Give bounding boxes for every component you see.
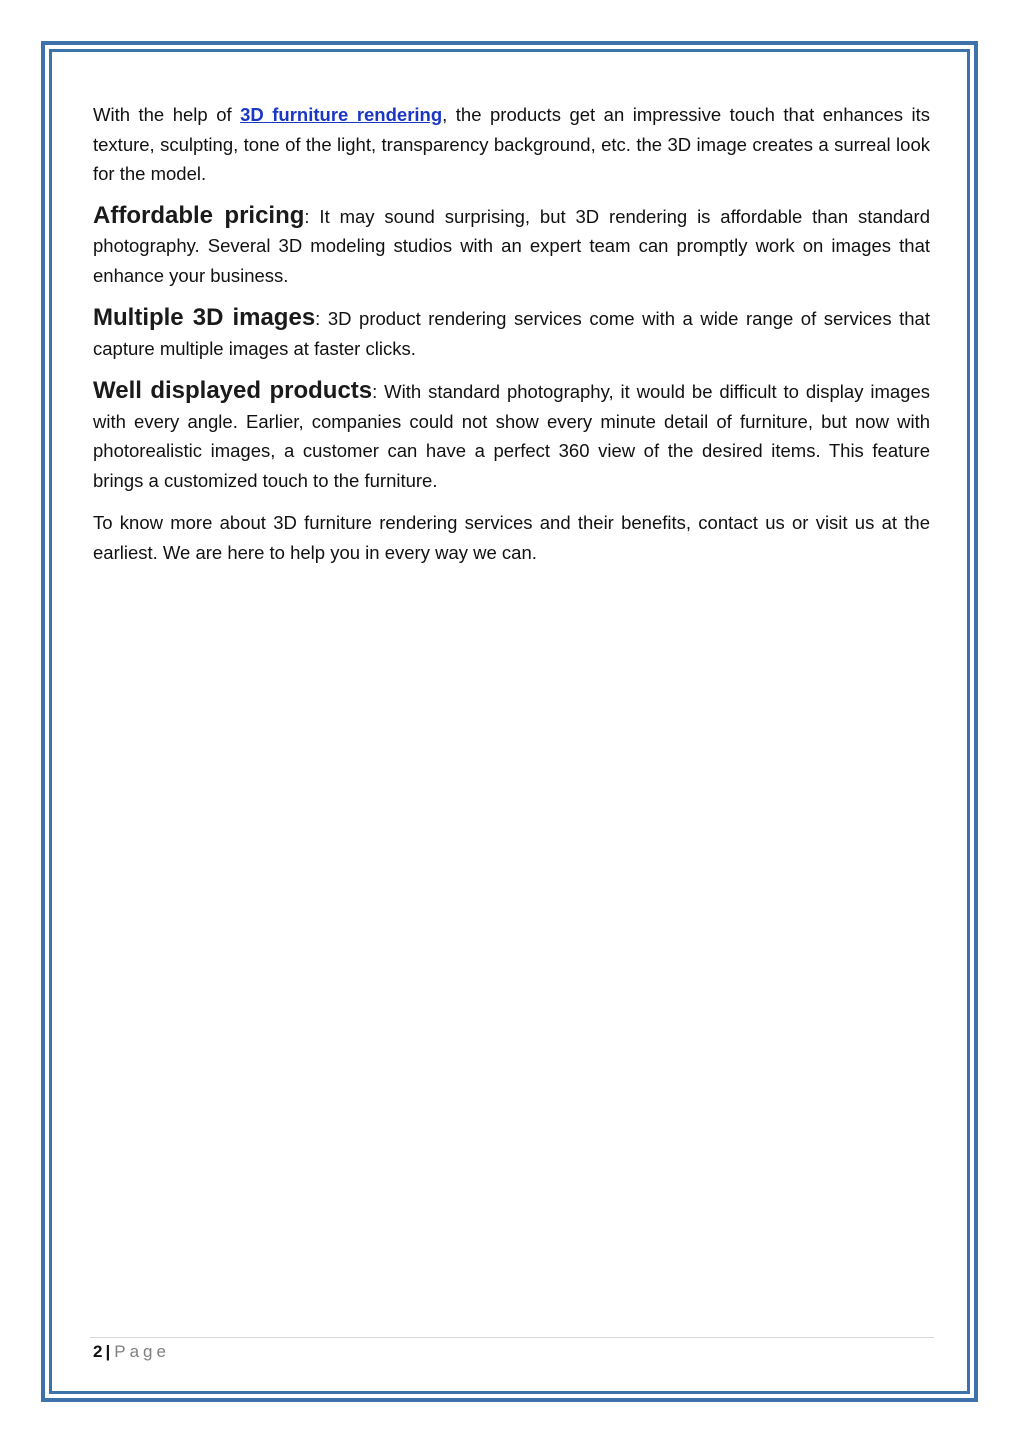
page-footer [93, 1341, 170, 1363]
intro-text-before-link: With the help of [93, 104, 241, 125]
document-body [93, 100, 930, 580]
footer-divider [90, 1337, 934, 1338]
intro-paragraph [93, 100, 930, 189]
closing-body: To know more about 3D furniture rendering services and their benefits, contact us or visit us at the earliest. We are here to help you in every way we can. [93, 512, 930, 563]
pricing-heading: Affordable pricing [93, 201, 305, 229]
multiple-images-heading: Multiple 3D images [93, 304, 316, 331]
displayed-products-heading: Well displayed products [93, 377, 373, 404]
furniture-rendering-link[interactable]: 3D furniture rendering [240, 104, 443, 125]
multiple-images-paragraph [93, 303, 930, 363]
page-number: 2 [93, 1342, 103, 1361]
pricing-paragraph [93, 201, 930, 291]
page-word: Page [114, 1342, 170, 1361]
footer-separator: | [105, 1342, 111, 1361]
displayed-products-body: : With standard photography, it would be difficult to display images with every angle. Earlier, companies could not show every minute detail of furniture, but now with photorealistic images, a customer can have a perfect 360 view of the desired items. This feature brings a customized touch to the furniture. [93, 381, 930, 491]
pricing-body: : It may sound surprising, but 3D rendering is affordable than standard photography. Several 3D modeling studios with an expert team can promptly work on images that enhance your business. [93, 205, 931, 286]
intro-text-after-link: , the products get an impressive touch that enhances its texture, sculpting, tone of the light, transparency background, etc. the 3D image creates a surreal look for the model. [93, 104, 930, 184]
closing-paragraph [93, 508, 930, 567]
displayed-products-paragraph [93, 376, 930, 495]
multiple-images-body: : 3D product rendering services come with a wide range of services that capture multiple images at faster clicks. [93, 308, 930, 359]
